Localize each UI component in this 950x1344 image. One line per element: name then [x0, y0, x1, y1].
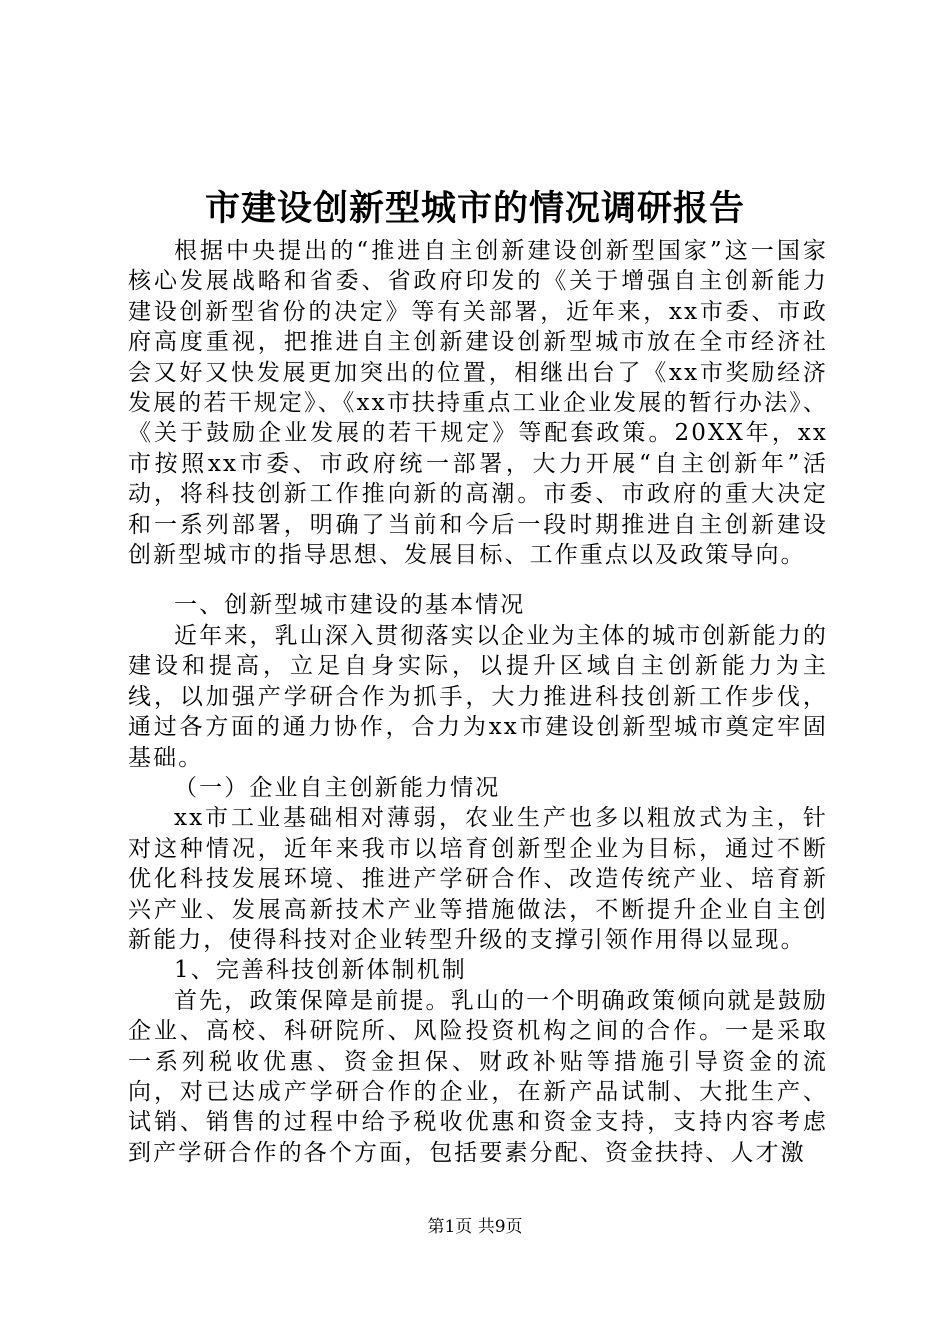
subsection-paragraph: xx市工业基础相对薄弱，农业生产也多以粗放式为主，针对这种情况，近年来我市以培育创新型企业为目标，通过不断优化科技发展环境、推进产学研合作、改造传统产业、培育新兴产业、发展高新技术产业等措施做法，不断提升企业自主创新能力，使得科技对企业转型升级的支撑引领作用得以显现。 — [128, 805, 828, 953]
section-heading: 一、创新型城市建设的基本情况 — [174, 592, 526, 619]
item-heading: 1、完善科技创新体制机制 — [174, 957, 467, 984]
intro-paragraph: 根据中央提出的“推进自主创新建设创新型国家”这一国家核心发展战略和省委、省政府印发的《关于增强自主创新能力建设创新型省份的决定》等有关部署，近年来，xx市委、市政府高度重视，把推进自主创新建设创新型城市放在全市经济社会又好又快发展更加突出的位置，相继出台了《xx市奖励经济发展的若干规定》、《xx市扶持重点工业企业发展的暂行办法》、《关于鼓励企业发展的若干规定》等配套政策。20XX年，xx市按照xx市委、市政府统一部署，大力开展“自主创新年”活动，将科技创新工作推向新的高潮。市委、市政府的重大决定和一系列部署，明确了当前和今后一段时期推进自主创新建设创新型城市的指导思想、发展目标、工作重点以及政策导向。 — [128, 238, 828, 569]
section-paragraph: 近年来，乳山深入贯彻落实以企业为主体的城市创新能力的建设和提高，立足自身实际，以提升区域自主创新能力为主线，以加强产学研合作为抓手，大力推进科技创新工作步伐，通过各方面的通力协作，合力为xx市建设创新型城市奠定牢固基础。 — [128, 622, 828, 771]
subsection-heading: （一）企业自主创新能力情况 — [174, 774, 501, 801]
item-paragraph: 首先，政策保障是前提。乳山的一个明确政策倾向就是鼓励企业、高校、科研院所、风险投资机构之间的合作。一是采取一系列税收优惠、资金担保、财政补贴等措施引导资金的流向，对已达成产学研合作的企业，在新产品试制、大批生产、试销、销售的过程中给予税收优惠和资金支持，支持内容考虑到产学研合作的各个方面，包括要素分配、资金扶持、人才激 — [128, 987, 828, 1166]
paragraph-spacer — [128, 570, 828, 590]
document-title: 市建设创新型城市的情况调研报告 — [204, 188, 745, 229]
page-number-footer: 第1页 共9页 — [427, 1217, 523, 1237]
document-body — [128, 236, 828, 1168]
